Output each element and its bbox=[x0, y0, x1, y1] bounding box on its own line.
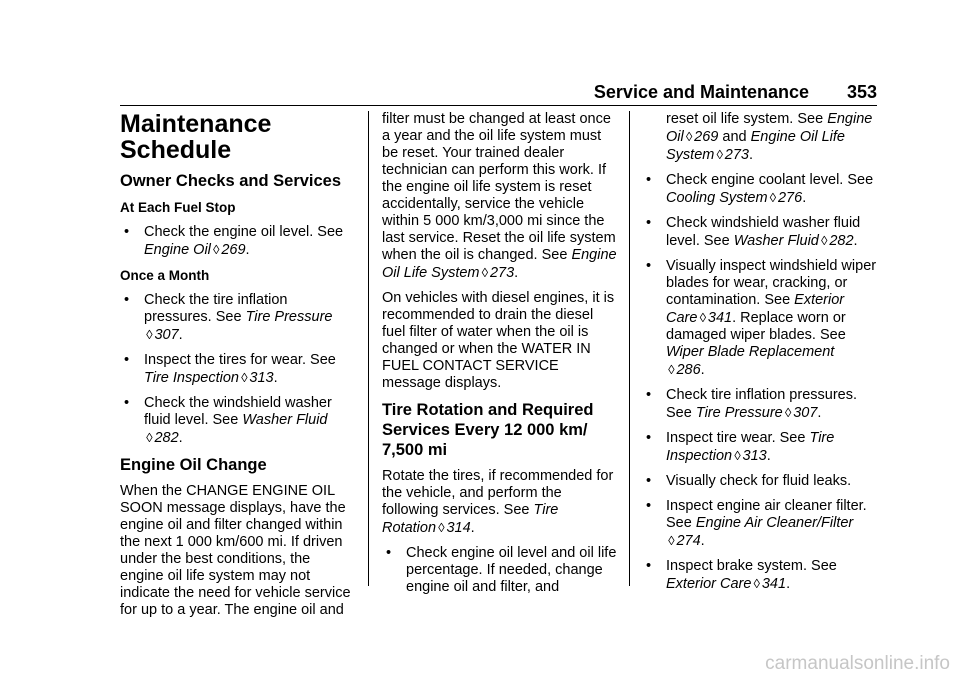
cross-reference-link[interactable]: Tire Inspection ◊ 313 bbox=[144, 370, 274, 386]
service-list-continued bbox=[642, 111, 877, 593]
bullet: • bbox=[386, 545, 392, 561]
bullet: • bbox=[646, 387, 652, 403]
list-item: • Inspect brake system. See Exterior Care ◊ 341. bbox=[646, 558, 837, 592]
tire-rotation-heading: Tire Rotation and Required Services Every 12 000 km/ 7,500 mi bbox=[382, 401, 594, 459]
cross-reference-link[interactable]: Exterior Care ◊ 341 bbox=[666, 576, 787, 592]
cross-reference-link[interactable]: Tire Rotation ◊ 314 bbox=[382, 502, 559, 536]
bullet: • bbox=[124, 352, 130, 368]
list-item: • Check windshield washer fluid level. See Washer Fluid ◊ 282. bbox=[646, 215, 861, 249]
oil-change-paragraph-continued: filter must be changed at least once a year and the oil life system must be reset. Your trained dealer technician can perform this work. If the engine oil life system is reset accidentally, service the vehicle within 5 000 km/3,000 mi since the last service. Reset the oil life system when the oil is changed. See Engine Oil Life System ◊ 273. bbox=[382, 111, 617, 281]
page-ref-icon: ◊ bbox=[734, 448, 741, 463]
page-ref-icon: ◊ bbox=[668, 533, 675, 548]
cross-reference-link[interactable]: Washer Fluid ◊ 282 bbox=[733, 233, 854, 249]
service-list bbox=[382, 545, 617, 596]
bullet: • bbox=[646, 172, 652, 188]
bullet: • bbox=[124, 395, 130, 411]
tire-rotation-intro: Rotate the tires, if recommended for the vehicle, and perform the following services. See Tire Rotation ◊ 314. bbox=[382, 468, 614, 536]
cross-reference-link[interactable]: Tire Pressure ◊ 307 bbox=[695, 405, 818, 421]
bullet: • bbox=[646, 498, 652, 514]
bullet: • bbox=[646, 215, 652, 231]
cross-reference-link[interactable]: Tire Pressure ◊ 307 bbox=[146, 309, 333, 343]
page-title: Maintenance Schedule bbox=[120, 110, 272, 164]
page-ref-icon: ◊ bbox=[146, 430, 153, 445]
cross-reference-link[interactable]: Engine Oil Life System ◊ 273 bbox=[666, 129, 845, 163]
bullet: • bbox=[646, 473, 652, 489]
page-ref-icon: ◊ bbox=[212, 242, 220, 257]
page-ref-icon: ◊ bbox=[668, 362, 675, 377]
watermark: carmanualsonline.info bbox=[765, 653, 950, 674]
cross-reference-link[interactable]: Exterior Care ◊ 341 bbox=[666, 292, 845, 326]
cross-reference-link[interactable]: Engine Oil Life System ◊ 273 bbox=[382, 247, 617, 281]
list-item: • Check engine oil level and oil life percentage. If needed, change engine oil and filter, and bbox=[386, 545, 617, 595]
list-item: • Check the engine oil level. See Engine Oil ◊ 269. bbox=[124, 224, 344, 258]
oil-change-paragraph: When the CHANGE ENGINE OIL SOON message displays, have the engine oil and filter changed within the next 1 000 km/600 mi. If driven under the best conditions, the engine oil life system may not indicate the need for vehicle service for up to a year. The engine oil and bbox=[120, 483, 351, 618]
oil-change-heading: Engine Oil Change bbox=[120, 456, 267, 474]
page-ref-icon: ◊ bbox=[146, 327, 153, 342]
column-divider bbox=[368, 111, 369, 586]
list-item: • Inspect engine air cleaner filter. See Engine Air Cleaner/Filter ◊ 274. bbox=[646, 498, 867, 549]
column-1 bbox=[120, 111, 355, 627]
list-item: • Check the windshield washer fluid level. See Washer Fluid ◊ 282. bbox=[124, 395, 332, 446]
fuel-stop-subheading: At Each Fuel Stop bbox=[120, 200, 236, 215]
list-item: • Visually check for fluid leaks. bbox=[646, 473, 852, 489]
list-item: • Check the tire inflation pressures. See Tire Pressure ◊ 307. bbox=[124, 292, 333, 343]
list-item: • Visually inspect windshield wiper blades for wear, cracking, or contamination. See Exterior Care ◊ 341. Replace worn or damaged wiper blades. See Wiper Blade Replacement ◊ 286. bbox=[646, 258, 877, 378]
page-ref-icon: ◊ bbox=[438, 520, 445, 535]
list-item: • Inspect the tires for wear. See Tire Inspection ◊ 313. bbox=[124, 352, 336, 386]
bullet: • bbox=[646, 558, 652, 574]
page-ref-icon: ◊ bbox=[820, 233, 828, 248]
bullet: • bbox=[124, 224, 130, 240]
owner-checks-heading: Owner Checks and Services bbox=[120, 172, 342, 190]
page-ref-icon: ◊ bbox=[481, 265, 488, 280]
column-3 bbox=[642, 111, 877, 601]
cross-reference-link[interactable]: Engine Oil ◊ 269 bbox=[666, 111, 873, 145]
diesel-paragraph: On vehicles with diesel engines, it is recommended to drain the diesel fuel filter of water when the oil is changed or when the WATER IN FUEL CONTACT SERVICE message displays. bbox=[382, 290, 615, 391]
cross-reference-link[interactable]: Engine Oil ◊ 269 bbox=[144, 242, 246, 258]
cross-reference-link[interactable]: Tire Inspection ◊ 313 bbox=[666, 430, 835, 464]
bullet: • bbox=[646, 430, 652, 446]
list-item: • Inspect tire wear. See Tire Inspection ◊ 313. bbox=[646, 430, 835, 464]
list-item-continued: reset oil life system. See Engine Oil ◊ 269 and Engine Oil Life System ◊ 273. bbox=[666, 111, 873, 163]
column-divider bbox=[629, 111, 630, 586]
page-header bbox=[120, 80, 877, 106]
cross-reference-link[interactable]: Wiper Blade Replacement ◊ 286 bbox=[666, 344, 835, 378]
cross-reference-link[interactable]: Engine Air Cleaner/Filter ◊ 274 bbox=[668, 515, 854, 549]
page-ref-icon: ◊ bbox=[685, 129, 693, 144]
section-title: Service and Maintenance bbox=[593, 82, 809, 102]
page-ref-icon: ◊ bbox=[769, 190, 776, 205]
monthly-subheading: Once a Month bbox=[120, 268, 210, 283]
bullet: • bbox=[124, 292, 130, 308]
header-rule bbox=[120, 105, 877, 106]
list-item: • Check engine coolant level. See Cooling System ◊ 276. bbox=[646, 172, 874, 206]
page-ref-icon: ◊ bbox=[716, 147, 723, 162]
page-ref-icon: ◊ bbox=[784, 405, 792, 420]
cross-reference-link[interactable]: Cooling System ◊ 276 bbox=[666, 190, 803, 206]
monthly-list bbox=[120, 292, 355, 447]
page-number: 353 bbox=[846, 82, 877, 102]
column-2 bbox=[382, 111, 617, 604]
page-ref-icon: ◊ bbox=[753, 576, 760, 591]
cross-reference-link[interactable]: Washer Fluid ◊ 282 bbox=[146, 412, 328, 446]
fuel-stop-list bbox=[120, 224, 355, 259]
list-item: • Check tire inflation pressures. See Tire Pressure ◊ 307. bbox=[646, 387, 857, 421]
page-ref-icon: ◊ bbox=[240, 370, 248, 385]
bullet: • bbox=[646, 258, 652, 274]
page-ref-icon: ◊ bbox=[699, 310, 706, 325]
